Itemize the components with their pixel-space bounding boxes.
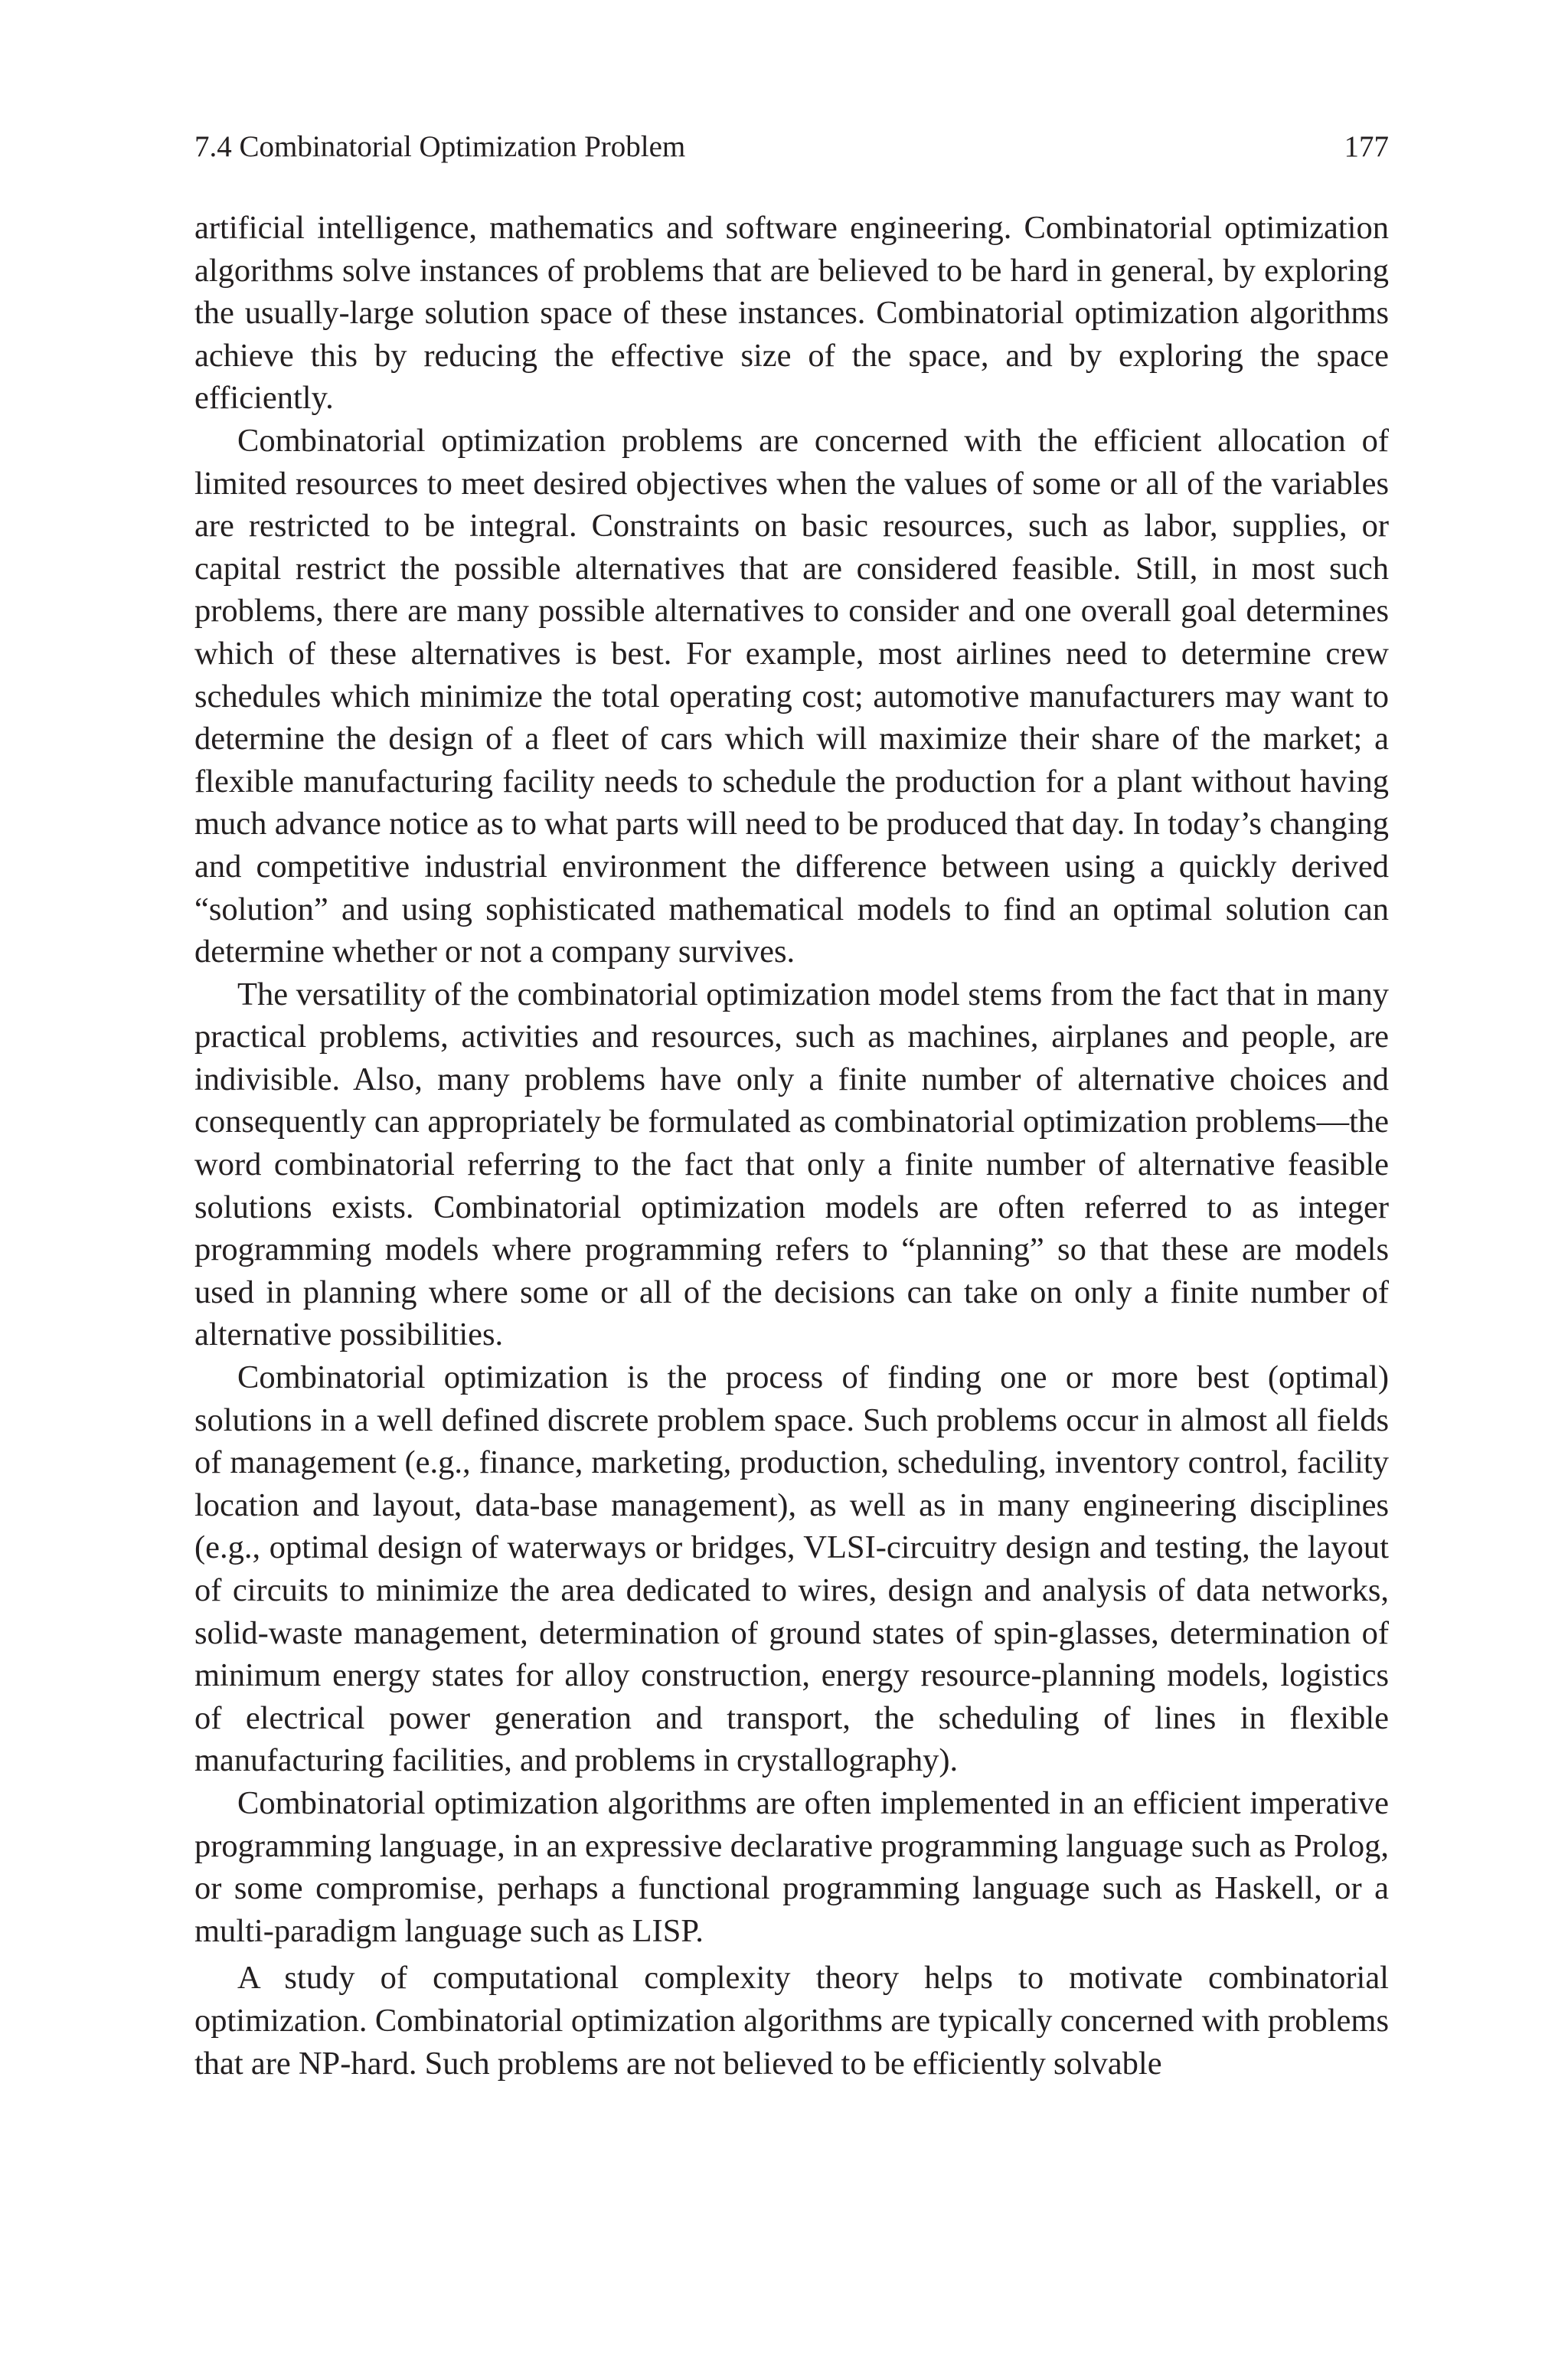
paragraph-continuation: artificial intelligence, mathematics and software engineering. Combinatorial optimization algorithms solve instances of problems that are believed to be hard in general, by exploring the usually-large solution space of these instances. Combinatorial optimization algorithms achieve this by reducing the effective size of the space, and by exploring the space efficiently. [194,210,1389,417]
page-header [194,127,1389,167]
body-text [194,207,1389,2085]
running-head: 7.4 Combinatorial Optimization Problem [194,130,686,163]
paragraph-resource-allocation: Combinatorial optimization problems are concerned with the efficient allocation of limited resources to meet desired objectives when the values of some or all of the variables are restricted to be integral. Constraints on basic resources, such as labor, supplies, or capital restrict the possible alternatives that are considered feasible. Still, in most such problems, there are many possible alternatives to consider and one overall goal determines which of these alternatives is best. For example, most airlines need to determine crew schedules which minimize the total operating cost; automotive manufacturers may want to determine the design of a fleet of cars which will maximize their share of the market; a flexible manufacturing facility needs to schedule the production for a plant without having much advance notice as to what parts will need to be produced that day. In today’s changing and competitive industrial environment the difference between using a quickly derived “solution” and using sophisticated mathematical models to find an optimal solution can determine whether or not a company survives. [194,422,1389,970]
paragraph-applications: Combinatorial optimization is the process of finding one or more best (optimal) solutions in a well defined discrete problem space. Such problems occur in almost all fields of management (e.g., finance, marketing, production, scheduling, inventory control, facility location and layout, data-base management), as well as in many engineering disciplines (e.g., optimal design of waterways or bridges, VLSI-circuitry design and testing, the layout of circuits to minimize the area dedicated to wires, design and analysis of data networks, solid-waste management, determination of ground states of spin-glasses, determination of minimum energy states for alloy construction, energy resource-planning models, logistics of electrical power generation and transport, the scheduling of lines in flexible manufacturing facilities, and problems in crystallography). [194,1359,1389,1779]
page-number: 177 [1344,130,1389,163]
paragraph-model-versatility: The versatility of the combinatorial optimization model stems from the fact that in many practical problems, activities and resources, such as machines, airplanes and people, are indivisible. Also, many problems have only a finite number of alternative choices and consequently can appropriately be formulated as combinatorial optimization problems—the word combinatorial referring to the fact that only a finite number of alternative feasible solutions exists. Combinatorial optimization models are often referred to as integer programming models where programming refers to “planning” so that these are models used in planning where some or all of the decisions can take on only a finite number of alternative possibilities. [194,976,1389,1353]
paragraph-complexity-theory: A study of computational complexity theory helps to motivate combinatorial optimization. Combinatorial optimization algorithms are typically concerned with problems that are NP-hard. Such problems are not believed to be efficiently solvable [194,1960,1389,2082]
paragraph-implementation-languages: Combinatorial optimization algorithms are often implemented in an efficient imperative programming language, in an expressive declarative programming language such as Prolog, or some compromise, perhaps a functional programming language such as Haskell, or a multi-paradigm language such as LISP. [194,1784,1389,1949]
